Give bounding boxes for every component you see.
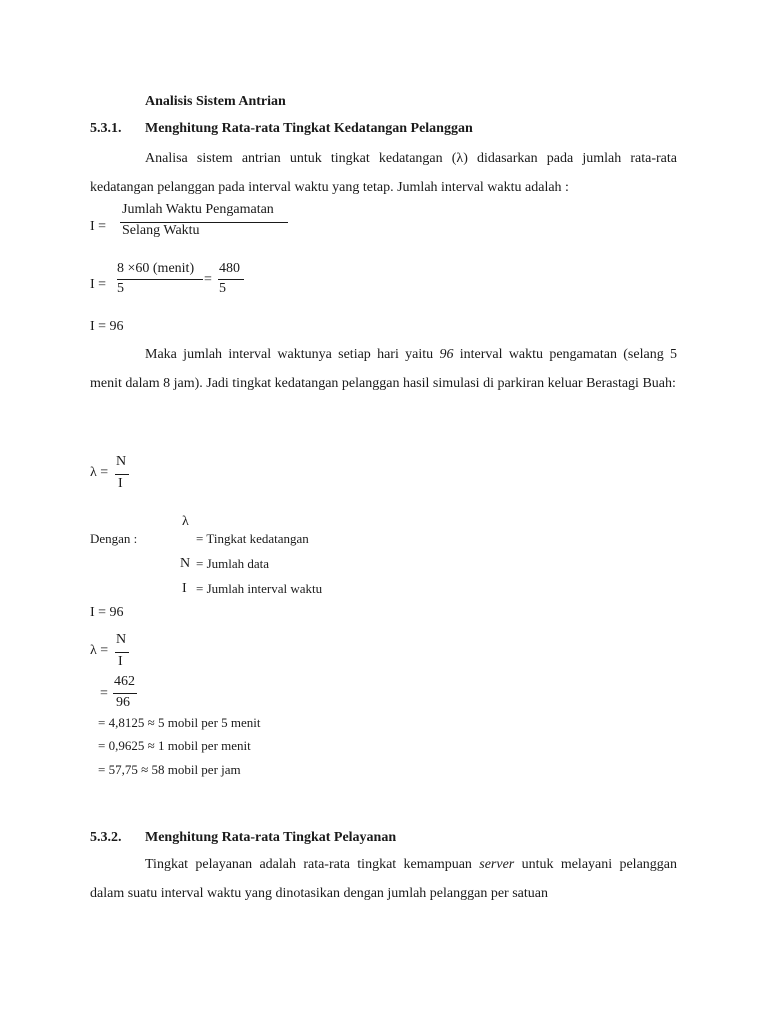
paragraph-service-rate (90, 851, 677, 908)
section-title-1: Menghitung Rata-rata Tingkat Kedatangan Pelanggan (145, 121, 473, 136)
eq7-lhs: = (100, 686, 108, 701)
eq4-numerator: N (116, 454, 127, 469)
paragraph-text: Maka jumlah interval waktunya setiap hari yaitu (145, 347, 440, 362)
legend-n-desc: = Jumlah data (196, 556, 270, 571)
section-number-2: 5.3.2. (90, 830, 122, 845)
eq7-denominator: 96 (116, 695, 130, 710)
paragraph-interval-result (90, 341, 677, 398)
legend-lambda-desc: = Tingkat kedatangan (196, 531, 309, 546)
eq2-fraction-bar-b (218, 279, 244, 280)
eq4-lhs: λ = (90, 465, 109, 480)
eq6-lhs: λ = (90, 643, 109, 658)
result-per-hour: = 57,75 ≈ 58 mobil per jam (98, 762, 241, 777)
interval-count: 96 (439, 347, 454, 362)
eq2-numerator-b: 480 (219, 261, 240, 276)
eq1-lhs: I = (90, 219, 107, 234)
legend-i-desc: = Jumlah interval waktu (196, 581, 323, 596)
eq6-numerator: N (116, 632, 127, 647)
eq2-equals: = (204, 272, 212, 287)
eq4-denominator: I (118, 476, 123, 491)
legend-i-symbol: I (182, 581, 187, 596)
eq3: I = 96 (90, 319, 124, 334)
eq2-lhs: I = (90, 277, 107, 292)
eq1-denominator: Selang Waktu (122, 223, 200, 238)
eq5: I = 96 (90, 605, 124, 620)
paragraph-arrival-rate (90, 145, 677, 202)
paragraph-text: untuk melayani pelanggan dalam suatu interval waktu yang dinotasikan dengan jumlah pelanggan per satuan (90, 857, 677, 901)
eq1-numerator: Jumlah Waktu Pengamatan (122, 202, 274, 217)
paragraph-text: Tingkat pelayanan adalah rata-rata tingkat kemampuan (145, 857, 480, 872)
server-term: server (479, 857, 515, 872)
legend-lambda-symbol: λ (182, 514, 189, 529)
eq6-denominator: I (118, 654, 123, 669)
paragraph-text: Analisa sistem antrian untuk tingkat kedatangan (λ) didasarkan pada jumlah rata-rata kedatangan pelanggan pada interval waktu yang tetap. Jumlah interval waktu adalah : (90, 151, 677, 195)
result-per-5-minutes: = 4,8125 ≈ 5 mobil per 5 menit (98, 715, 261, 730)
eq7-fraction-bar (113, 693, 137, 694)
eq2-fraction-bar-a (117, 279, 203, 280)
eq2-denominator-a: 5 (117, 281, 124, 296)
eq4-fraction-bar (115, 474, 129, 475)
eq7-numerator: 462 (114, 674, 135, 689)
legend-label: Dengan : (90, 531, 138, 546)
eq6-fraction-bar (115, 652, 129, 653)
section-title-2: Menghitung Rata-rata Tingkat Pelayanan (145, 830, 397, 845)
eq2-numerator-a: 8 ×60 (menit) (117, 261, 195, 276)
eq2-denominator-b: 5 (219, 281, 226, 296)
document-heading: Analisis Sistem Antrian (145, 94, 286, 109)
paragraph-text: interval waktu pengamatan (selang 5 menit dalam 8 jam). Jadi tingkat kedatangan pelanggan hasil simulasi di parkiran keluar Berastagi Buah: (90, 347, 678, 391)
section-number-1: 5.3.1. (90, 121, 122, 136)
result-per-minute: = 0,9625 ≈ 1 mobil per menit (98, 738, 251, 753)
legend-n-symbol: N (180, 556, 191, 571)
